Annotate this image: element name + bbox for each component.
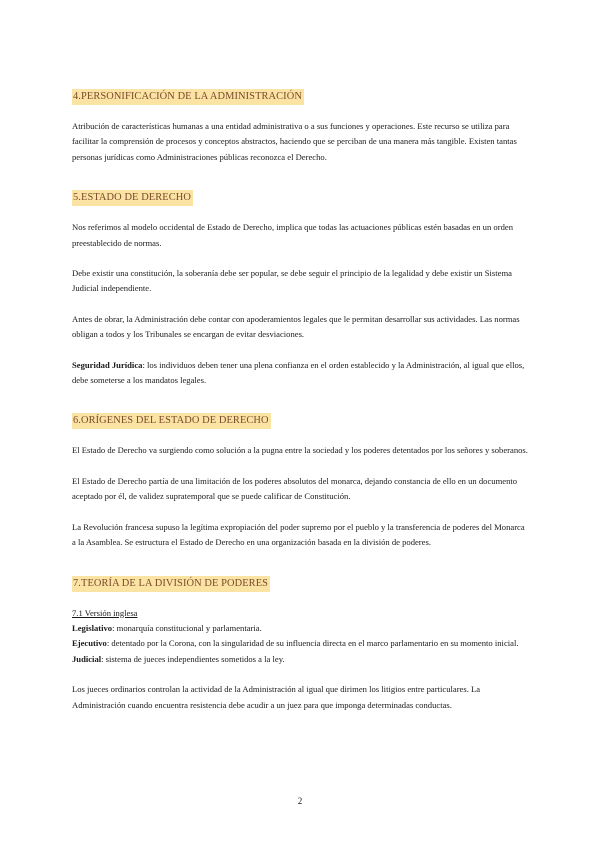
paragraph: Atribución de características humanas a una entidad administrativa o a sus funciones y operaciones. Este recurso se utiliza para facilitar la comprensión de procesos y conceptos abstractos, haciendo que se perciban de una manera más tangible. Existen tantas personas jurídicas como Administraciones públicas reconozca el Derecho.	[72, 121, 517, 162]
list-item	[72, 652, 530, 667]
paragraph: La Revolución francesa supuso la legítima expropiación del poder supremo por el pueblo y la transferencia de poderes del Monarca a la Asamblea. Se estructura el Estado de Derecho en una organización basada en la división de poderes.	[72, 521, 525, 548]
paragraph: El Estado de Derecho partía de una limitación de los poderes absolutos del monarca, dejando constancia de ello en un documento aceptado por él, de validez supratemporal que se puede calificar de Constitución.	[72, 475, 518, 502]
section-origenes	[72, 410, 530, 550]
page-content	[72, 86, 530, 713]
page-number: 2	[297, 796, 303, 806]
list-item	[72, 636, 530, 651]
item-term: Judicial	[72, 653, 102, 664]
item-text: : sistema de jueces independientes sometidos a la ley.	[101, 653, 285, 664]
item-term: Legislativo	[72, 622, 113, 633]
section-heading: 5.ESTADO DE DERECHO	[72, 190, 193, 206]
paragraph: Los jueces ordinarios controlan la actividad de la Administración al igual que dirimen los litigios entre particulares. La Administración cuando encuentra resistencia debe acudir a un juez para que imponga determinadas conductas.	[72, 684, 481, 710]
item-text: : detentado por la Corona, con la singularidad de su influencia directa en el marco parlamentario en su momento inicial.	[106, 638, 519, 649]
definition-term: Seguridad Jurídica	[72, 359, 143, 370]
section-personificacion	[72, 86, 530, 165]
paragraph: Antes de obrar, la Administración debe contar con apoderamientos legales que le permitan desarrollar sus actividades. Las normas obligan a todos y los Tribunales se encargan de evitar desviaciones.	[72, 313, 520, 340]
section-division-poderes	[72, 573, 530, 713]
section-heading: 4.PERSONIFICACIÓN DE LA ADMINISTRACIÓN	[72, 89, 304, 105]
paragraph: Nos referimos al modelo occidental de Estado de Derecho, implica que todas las actuaciones públicas estén basadas en un orden preestablecido de normas.	[72, 222, 513, 248]
section-heading: 7.TEORÍA DE LA DIVISIÓN DE PODERES	[72, 576, 270, 592]
section-estado-de-derecho	[72, 187, 530, 388]
paragraph: Debe existir una constitución, la soberanía debe ser popular, se debe seguir el principio de la legalidad y debe existir un Sistema Judicial independiente.	[72, 268, 512, 294]
section-heading: 6.ORÍGENES DEL ESTADO DE DERECHO	[72, 413, 271, 429]
item-text: : monarquía constitucional y parlamentaria.	[112, 622, 262, 633]
definition-text: : los individuos deben tener una plena confianza en el orden establecido y la Administración, al igual que ellos, debe someterse a los mandatos legales.	[72, 359, 525, 386]
definition-paragraph	[72, 358, 530, 389]
subheading: 7.1 Versión inglesa	[72, 607, 138, 618]
list-item	[72, 621, 530, 636]
item-term: Ejecutivo	[72, 638, 107, 649]
paragraph: El Estado de Derecho va surgiendo como solución a la pugna entre la sociedad y los poderes detentados por los señores y soberanos.	[72, 445, 528, 456]
